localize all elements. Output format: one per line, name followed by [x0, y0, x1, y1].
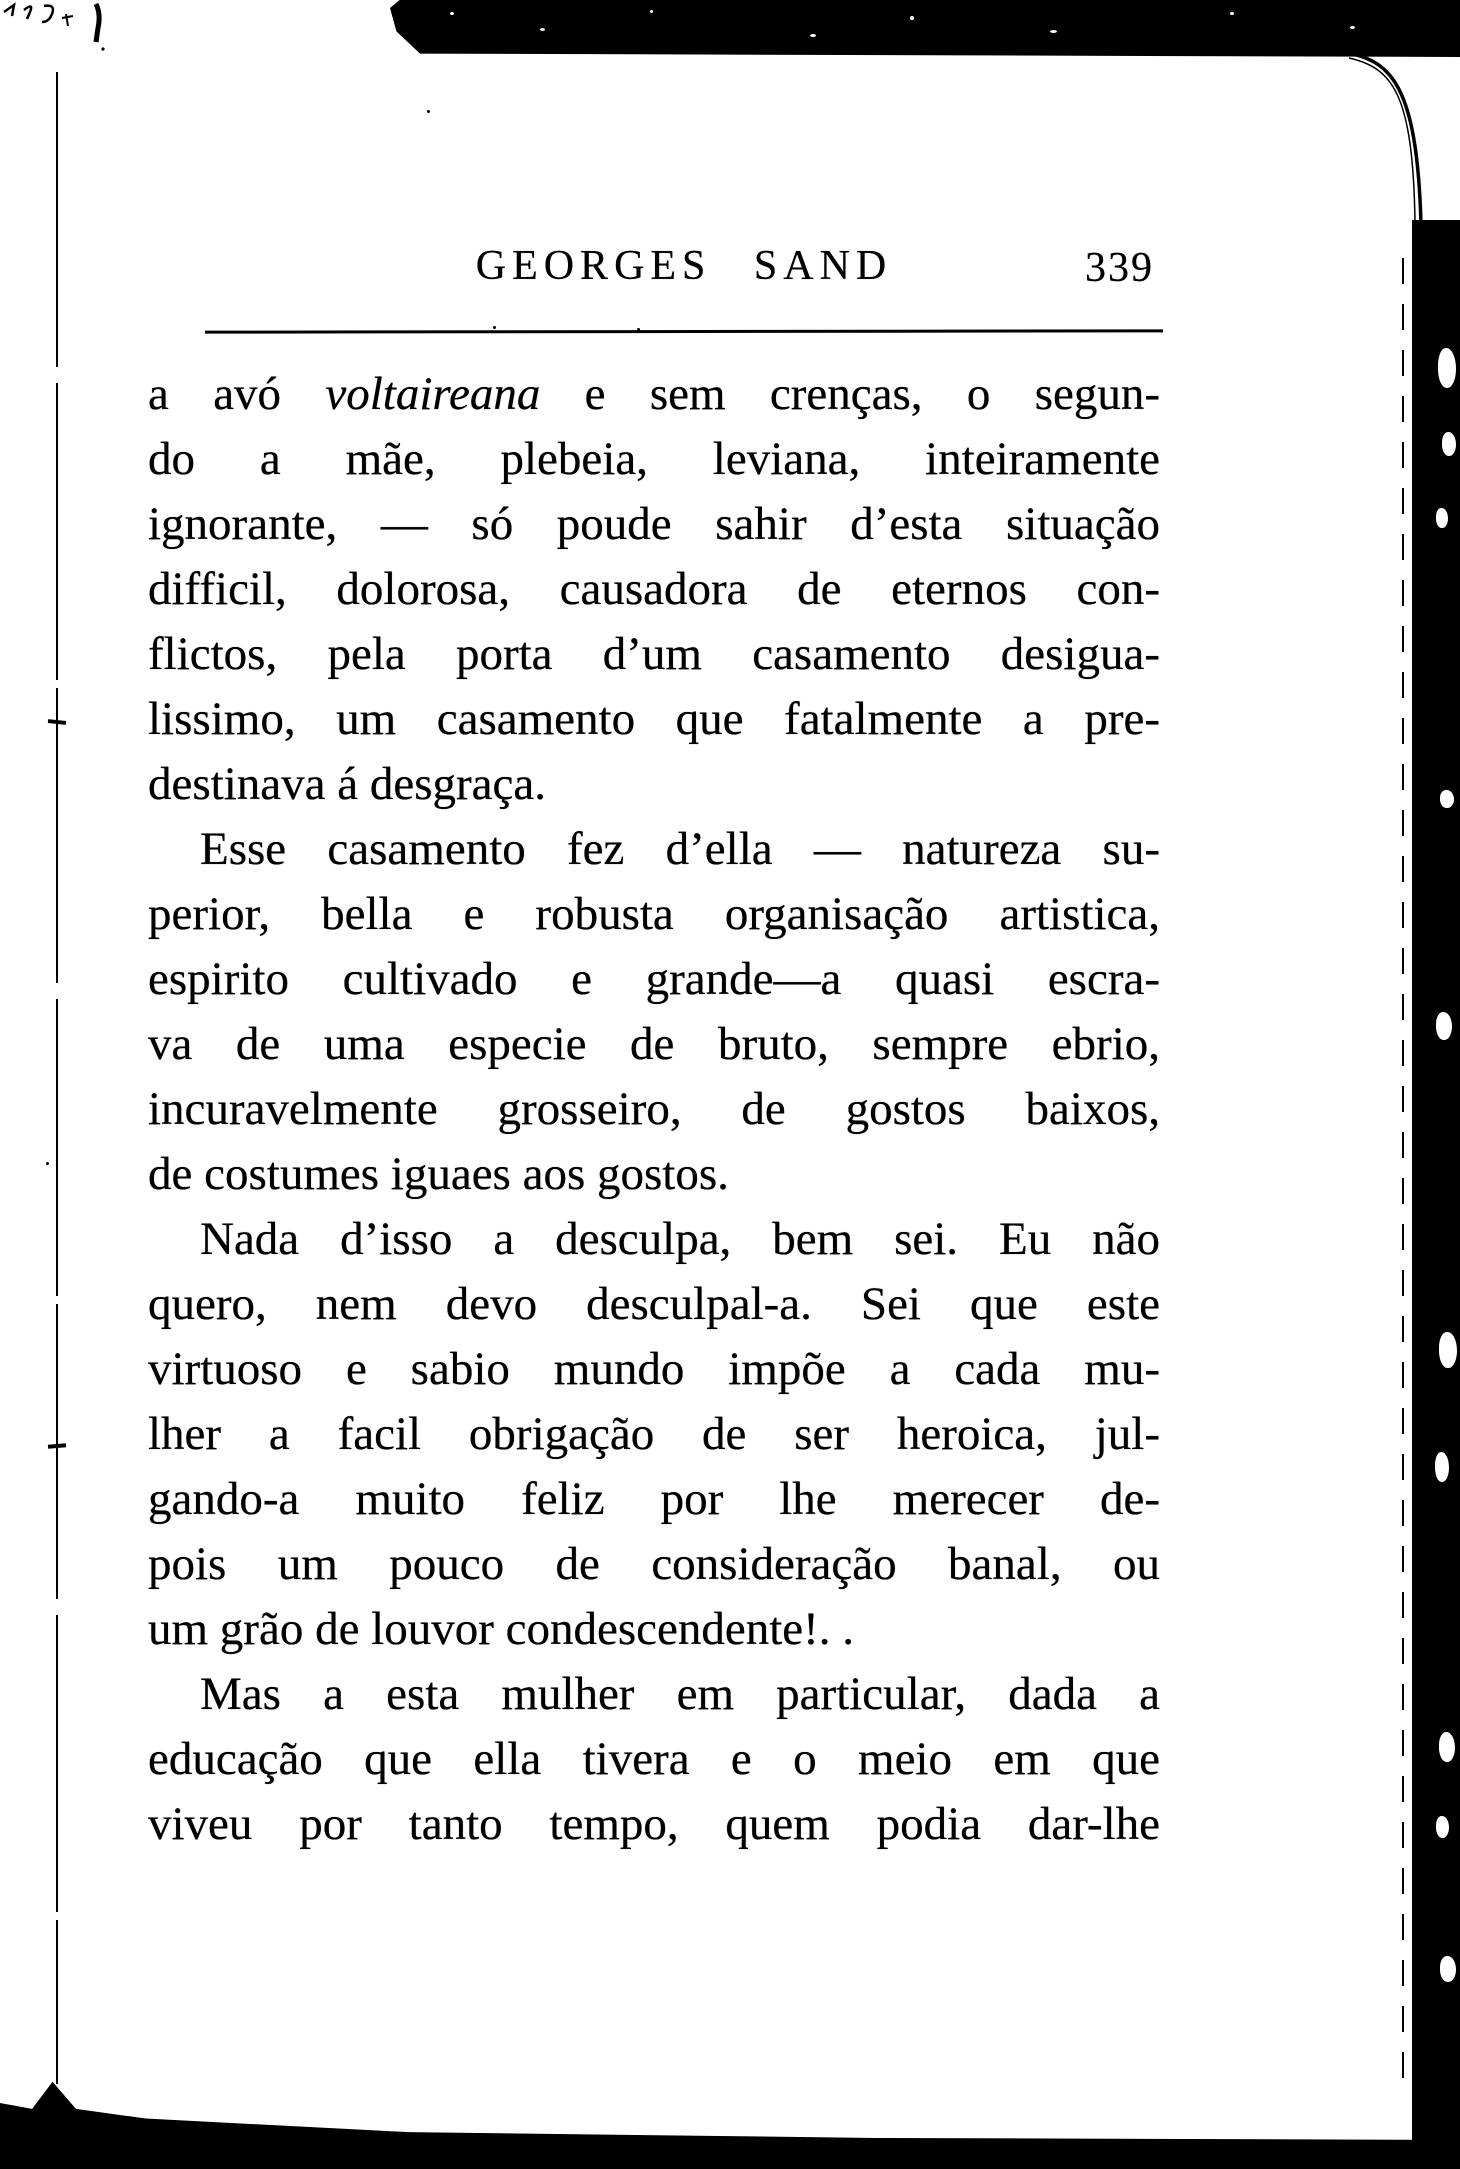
text-segment: Nada d’isso a desculpa, bem sei. Eu não [200, 1213, 1160, 1265]
text-line [148, 1792, 1160, 1857]
text-line [148, 1337, 1160, 1402]
text-segment: gando-a muito feliz por lhe merecer de- [148, 1473, 1160, 1525]
text-line [148, 492, 1160, 557]
text-segment: quero, nem devo desculpal-a. Sei que este [148, 1278, 1160, 1330]
text-line [148, 1662, 1160, 1727]
handwriting-marks [0, 0, 135, 55]
text-line [148, 427, 1160, 492]
text-segment: flictos, pela porta d’um casamento desigua- [148, 628, 1160, 680]
text-segment: a avó [148, 368, 326, 420]
page-number: 339 [1085, 245, 1154, 291]
text-line [148, 1077, 1160, 1142]
text-line [148, 752, 1160, 817]
italic-text-segment: voltaireana [325, 368, 541, 420]
right-edge-dashed-line [1402, 258, 1404, 2088]
text-segment: destinava á desgraça. [148, 758, 546, 810]
header-rule [205, 329, 1163, 333]
text-segment: Esse casamento fez d’ella — natureza su- [200, 823, 1160, 875]
text-line [148, 1012, 1160, 1077]
text-segment: educação que ella tivera e o meio em que [148, 1733, 1160, 1785]
running-head-title: GEORGES SAND [475, 243, 893, 289]
text-line [148, 1142, 1160, 1207]
text-line [148, 1402, 1160, 1467]
text-segment: Mas a esta mulher em particular, dada a [200, 1668, 1160, 1720]
text-segment: ignorante, — só poude sahir d’esta situação [148, 498, 1160, 550]
text-line [148, 362, 1160, 427]
text-line [148, 1207, 1160, 1272]
text-line [148, 1272, 1160, 1337]
text-segment: pois um pouco de consideração banal, ou [148, 1538, 1160, 1590]
text-segment: va de uma especie de bruto, sempre ebrio, [148, 1018, 1160, 1070]
text-line [148, 1597, 1160, 1662]
bottom-edge-shadow-band [0, 2072, 1460, 2169]
text-block [148, 362, 1160, 1857]
page-corner-curve [1335, 34, 1460, 229]
left-crease-line [56, 72, 58, 2084]
text-line [148, 817, 1160, 882]
ink-speck [46, 1162, 49, 1165]
crease-tick-upper [48, 719, 66, 725]
text-segment: virtuoso e sabio mundo impõe a cada mu- [148, 1343, 1160, 1395]
text-segment: lher a facil obrigação de ser heroica, jul- [148, 1408, 1160, 1460]
text-line [148, 1727, 1160, 1792]
text-segment: e sem crenças, o segun- [540, 368, 1160, 420]
text-segment: incuravelmente grosseiro, de gostos baixos, [148, 1083, 1160, 1135]
text-segment: um grão de louvor condescendente!. . [148, 1603, 855, 1655]
text-line [148, 1532, 1160, 1597]
text-segment: do a mãe, plebeia, leviana, inteiramente [148, 433, 1160, 485]
text-segment: difficil, dolorosa, causadora de eternos con- [148, 563, 1160, 615]
ink-speck [427, 110, 430, 113]
text-line [148, 947, 1160, 1012]
text-segment: espirito cultivado e grande—a quasi escra- [148, 953, 1160, 1005]
text-segment: lissimo, um casamento que fatalmente a pre- [148, 693, 1160, 745]
right-edge-shadow-band [1412, 220, 1460, 2169]
text-line [148, 687, 1160, 752]
top-edge-shadow-band [390, 0, 1460, 57]
text-segment: viveu por tanto tempo, quem podia dar-lhe [148, 1798, 1160, 1850]
text-line [148, 882, 1160, 947]
text-segment: perior, bella e robusta organisação artistica, [148, 888, 1160, 940]
text-line [148, 557, 1160, 622]
ink-speck [493, 326, 496, 329]
text-segment: de costumes iguaes aos gostos. [148, 1148, 729, 1200]
text-line [148, 1467, 1160, 1532]
crease-tick-lower [48, 1443, 66, 1449]
text-line [148, 622, 1160, 687]
